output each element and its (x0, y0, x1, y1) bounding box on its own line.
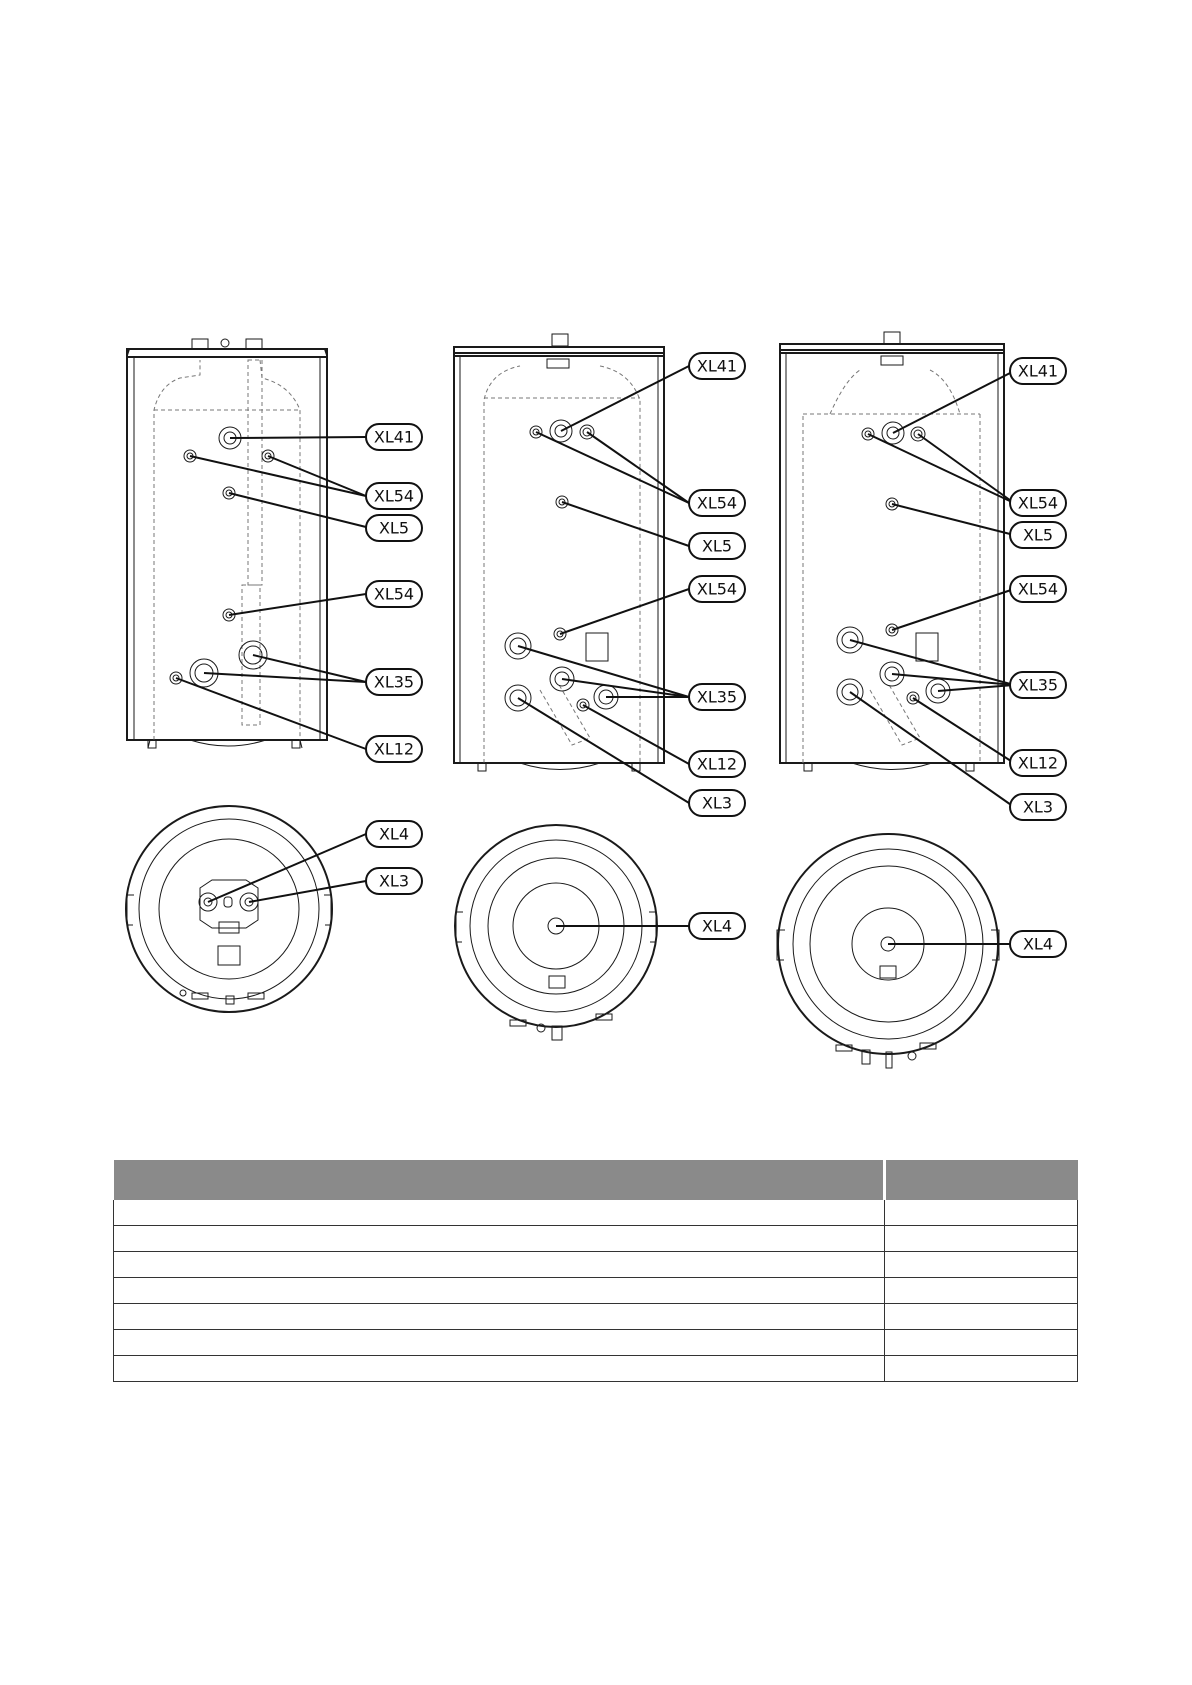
callout-xl3-tank-2 (689, 790, 745, 816)
callout-xl5-tank-3 (1010, 522, 1066, 548)
svg-text:XL4: XL4 (378, 824, 410, 844)
leader-lines (176, 366, 1014, 944)
svg-text:XL35: XL35 (373, 672, 415, 692)
callout-xl54-upper-tank-2 (689, 490, 745, 516)
tank-2-top-view (455, 825, 657, 1040)
callout-xl35-tank-3 (1010, 672, 1066, 698)
svg-text:XL35: XL35 (1017, 675, 1059, 695)
callout-xl54-lower-tank-1 (366, 581, 422, 607)
svg-text:XL54: XL54 (373, 486, 415, 506)
callout-xl41-tank-3 (1010, 358, 1066, 384)
callout-xl54-upper-tank-1 (366, 483, 422, 509)
callout-xl12-tank-1 (366, 736, 422, 762)
svg-text:XL3: XL3 (1022, 797, 1054, 817)
callout-xl41-tank-2 (689, 353, 745, 379)
callout-xl3-top-1 (366, 868, 422, 894)
callout-xl4-top-1 (366, 821, 422, 847)
callout-xl4-top-2 (689, 913, 745, 939)
svg-text:XL54: XL54 (696, 579, 738, 599)
svg-text:XL5: XL5 (1022, 525, 1054, 545)
svg-text:XL41: XL41 (696, 356, 738, 376)
callout-xl54-lower-tank-3 (1010, 576, 1066, 602)
tank-3-front-view (780, 332, 1004, 771)
table-header-cell (114, 1160, 885, 1200)
table-row (114, 1356, 1078, 1382)
callout-xl4-top-3 (1010, 931, 1066, 957)
table-row (114, 1226, 1078, 1252)
table-header-cell (884, 1160, 1077, 1200)
callout-xl41-tank-1 (366, 424, 422, 450)
callout-xl5-tank-2 (689, 533, 745, 559)
svg-text:XL41: XL41 (1017, 361, 1059, 381)
svg-text:XL3: XL3 (701, 793, 733, 813)
svg-text:XL54: XL54 (1017, 579, 1059, 599)
svg-text:XL12: XL12 (1017, 753, 1059, 773)
table-row (114, 1200, 1078, 1226)
tank-1-front-view (127, 339, 327, 748)
svg-text:XL54: XL54 (1017, 493, 1059, 513)
table-row (114, 1252, 1078, 1278)
svg-text:XL4: XL4 (701, 916, 733, 936)
tank-2-front-view (454, 334, 664, 771)
callout-xl12-tank-2 (689, 751, 745, 777)
svg-text:XL54: XL54 (696, 493, 738, 513)
svg-text:XL41: XL41 (373, 427, 415, 447)
callout-xl3-tank-3 (1010, 794, 1066, 820)
svg-text:XL3: XL3 (378, 871, 410, 891)
tank-3-top-view (777, 834, 999, 1068)
svg-text:XL54: XL54 (373, 584, 415, 604)
callout-xl35-tank-2 (689, 684, 745, 710)
table-header-row (114, 1160, 1078, 1200)
callout-xl12-tank-3 (1010, 750, 1066, 776)
callout-xl35-tank-1 (366, 669, 422, 695)
tank-1-top-view (126, 806, 332, 1012)
svg-text:XL5: XL5 (701, 536, 733, 556)
table-row (114, 1278, 1078, 1304)
callout-xl54-upper-tank-3 (1010, 490, 1066, 516)
svg-text:XL12: XL12 (373, 739, 415, 759)
callout-xl54-lower-tank-2 (689, 576, 745, 602)
connections-table (113, 1160, 1078, 1382)
svg-text:XL12: XL12 (696, 754, 738, 774)
table-row (114, 1304, 1078, 1330)
svg-text:XL5: XL5 (378, 518, 410, 538)
table-row (114, 1330, 1078, 1356)
svg-text:XL35: XL35 (696, 687, 738, 707)
callout-xl5-tank-1 (366, 515, 422, 541)
svg-text:XL4: XL4 (1022, 934, 1054, 954)
